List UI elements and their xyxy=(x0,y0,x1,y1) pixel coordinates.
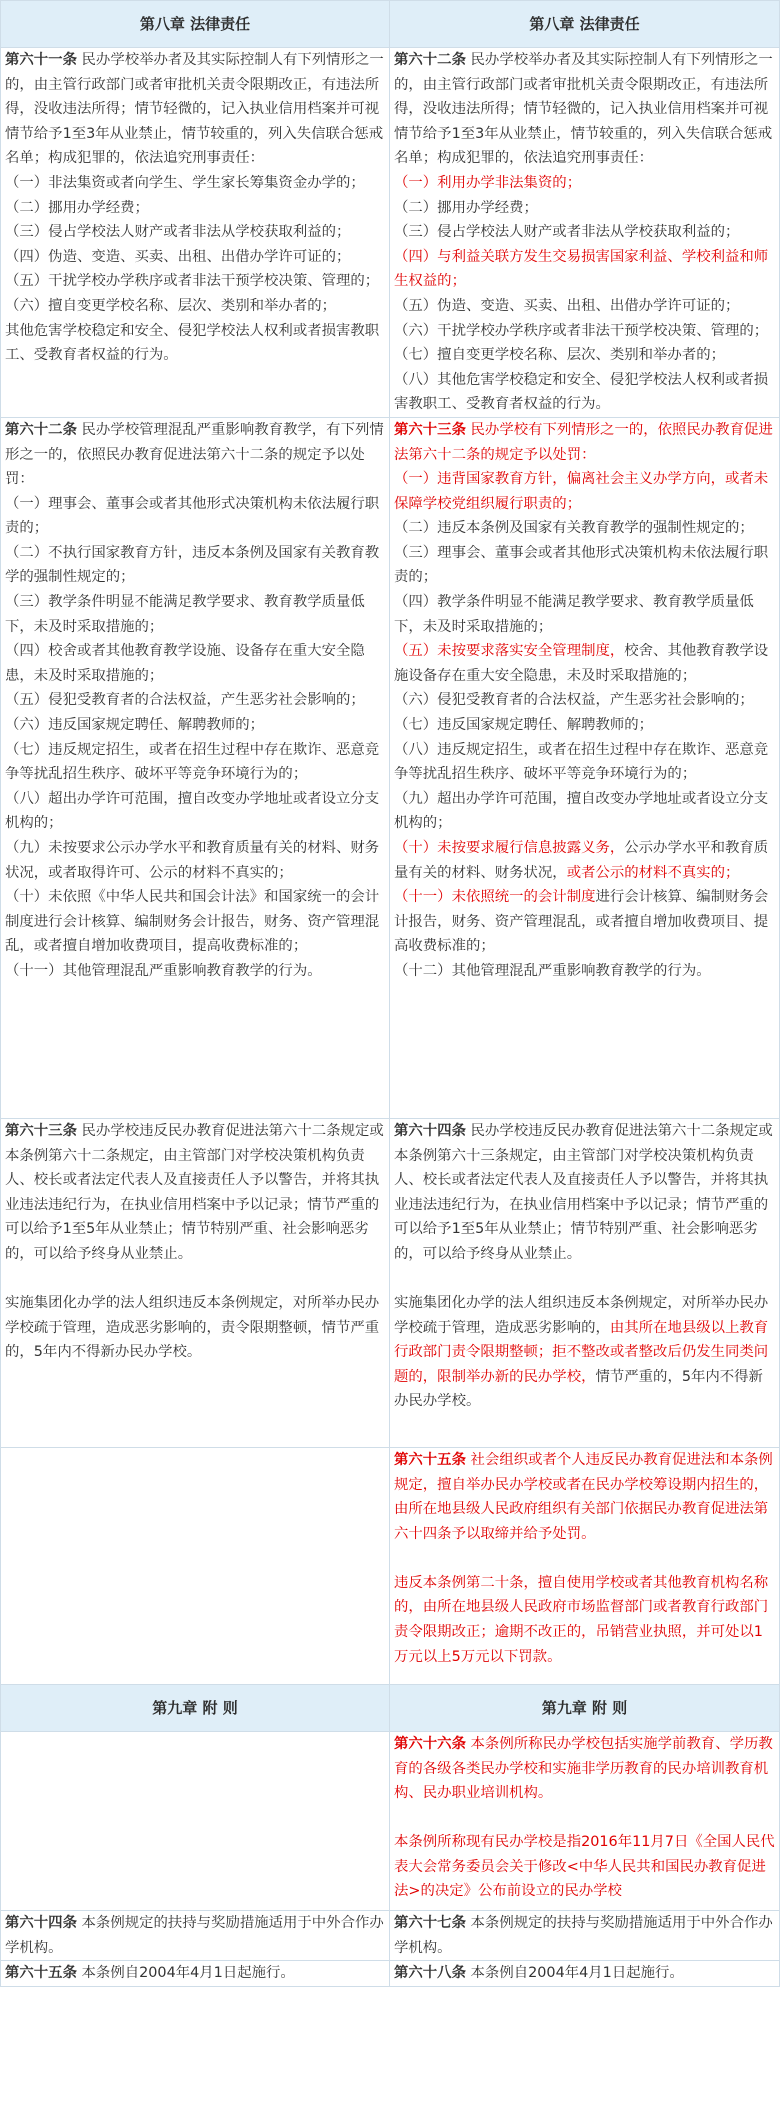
article-number: 第六十二条 xyxy=(394,52,466,68)
article-row xyxy=(1,48,780,418)
article-number: 第六十一条 xyxy=(5,52,77,68)
list-item: （六）干扰学校办学秩序或者非法干预学校决策、管理的； xyxy=(394,322,769,339)
article-paragraph: 第六十一条 民办学校举办者及其实际控制人有下列情形之一的，由主管行政部门或者审批机关责令限期改正，有违法所得，没收违法所得；情节轻微的，记入执业信用档案并可视情节给予1至3年从业禁止，情节较重的，列入失信联合惩戒名单；构成犯罪的，依法追究刑事责任： xyxy=(5,52,384,167)
list-item: （四）教学条件明显不能满足教学要求、教育教学质量低下，未及时采取措施的； xyxy=(394,594,754,635)
list-item: 其他危害学校稳定和安全、侵犯学校法人权利或者损害教职工、受教育者权益的行为。 xyxy=(5,322,380,364)
list-item-changed: （一）违背国家教育方针，偏离社会主义办学方向，或者未保障学校党组织履行职责的； xyxy=(394,471,769,512)
old-empty-cell xyxy=(1,1731,390,1910)
list-item: （二）不执行国家教育方针，违反本条例及国家有关教育教学的强制性规定的； xyxy=(5,544,380,586)
chapter-8-header-row xyxy=(1,1,780,48)
list-item: （十一）其他管理混乱严重影响教育教学的行为。 xyxy=(5,962,322,979)
article-number: 第六十五条 xyxy=(5,1965,77,1982)
article-paragraph: 第六十七条 本条例规定的扶持与奖励措施适用于中外合作办学机构。 xyxy=(394,1914,773,1956)
article-number: 第六十三条 xyxy=(5,1122,77,1139)
list-item: （八）其他危害学校稳定和安全、侵犯学校法人权利或者损害教职工、受教育者权益的行为。 xyxy=(394,371,769,413)
article-paragraph: 第六十三条 民办学校违反民办教育促进法第六十二条规定或本条例第六十二条规定，由主管部门对学校决策机构负责人、校长或者法定代表人及直接责任人予以警告，并将其执业违法违纪行为，在执业信用档案中予以记录；情节严重的可以给予1至5年从业禁止；情节特别严重、社会影响恶劣的，可以给予终身从业禁止。 xyxy=(5,1122,384,1262)
new-article-66 xyxy=(390,1731,780,1910)
list-item: （十）未按要求履行信息披露义务，公示办学水平和教育质量有关的材料、财务状况，或者公示的材料不真实的； xyxy=(394,840,769,881)
article-paragraph: 实施集团化办学的法人组织违反本条例规定，对所举办民办学校疏于管理，造成恶劣影响的，由其所在地县级以上教育行政部门责令限期整顿；拒不整改或者整改后仍发生同类问题的，限制举办新的民办学校，情节严重的，5年内不得新办民办学校。 xyxy=(394,1295,769,1410)
new-article-63 xyxy=(390,417,780,1118)
article-number: 第六十二条 xyxy=(5,421,77,438)
list-item: （五）干扰学校办学秩序或者非法干预学校决策、管理的； xyxy=(5,273,380,290)
old-article-62 xyxy=(1,417,390,1118)
chapter-8-new-title: 第八章 法律责任 xyxy=(390,1,780,48)
article-row xyxy=(1,1731,780,1910)
list-item: （六）违反国家规定聘任、解聘教师的； xyxy=(5,717,265,734)
list-item: （八）违反规定招生，或者在招生过程中存在欺诈、恶意竞争等扰乱招生秩序、破坏平等竞争环境行为的； xyxy=(394,741,769,783)
new-article-65 xyxy=(390,1447,780,1684)
article-paragraph: 实施集团化办学的法人组织违反本条例规定，对所举办民办学校疏于管理，造成恶劣影响的，责令限期整顿，情节严重的，5年内不得新办民办学校。 xyxy=(5,1295,380,1361)
article-paragraph: 第六十八条 本条例自2004年4月1日起施行。 xyxy=(394,1965,684,1982)
article-paragraph: 第六十三条 民办学校有下列情形之一的，依照民办教育促进法第六十二条的规定予以处罚： xyxy=(394,421,773,463)
list-item-changed: （四）与利益关联方发生交易损害国家利益、学校利益和师生权益的； xyxy=(394,248,769,290)
article-row xyxy=(1,417,780,1118)
article-paragraph: 第六十六条 本条例所称民办学校包括实施学前教育、学历教育的各级各类民办学校和实施非学历教育的民办培训教育机构、民办职业培训机构。 xyxy=(394,1735,773,1802)
article-number: 第六十六条 xyxy=(394,1735,466,1752)
list-item: （十一）未依照统一的会计制度进行会计核算、编制财务会计报告，财务、资产管理混乱，或者擅自增加收费项目、提高收费标准的； xyxy=(394,889,769,955)
article-row xyxy=(1,1910,780,1960)
old-article-63 xyxy=(1,1118,390,1447)
list-item: （十二）其他管理混乱严重影响教育教学的行为。 xyxy=(394,962,711,979)
article-row xyxy=(1,1961,780,1987)
list-item: （三）理事会、董事会或者其他形式决策机构未依法履行职责的； xyxy=(394,544,769,586)
article-paragraph: 第六十二条 民办学校举办者及其实际控制人有下列情形之一的，由主管行政部门或者审批机关责令限期改正，有违法所得，没收违法所得；情节轻微的，记入执业信用档案并可视情节给予1至3年从业禁止，情节较重的，列入失信联合惩戒名单；构成犯罪的，依法追究刑事责任： xyxy=(394,52,773,167)
article-paragraph: 第六十四条 民办学校违反民办教育促进法第六十二条规定或本条例第六十三条规定，由主管部门对学校决策机构负责人、校长或者法定代表人及直接责任人予以警告，并将其执业违法违纪行为，在执业信用档案中予以记录；情节严重的可以给予1至5年从业禁止；情节特别严重、社会影响恶劣的，可以给予终身从业禁止。 xyxy=(394,1122,773,1262)
list-item: （六）侵犯受教育者的合法权益，产生恶劣社会影响的； xyxy=(394,692,754,709)
article-number: 第六十八条 xyxy=(394,1965,466,1982)
new-article-62 xyxy=(390,48,780,418)
article-number: 第六十七条 xyxy=(394,1914,466,1931)
list-item: （九）未按要求公示办学水平和教育质量有关的材料、财务状况，或者取得许可、公示的材料不真实的； xyxy=(5,840,380,881)
article-number: 第六十五条 xyxy=(394,1451,466,1468)
article-paragraph: 本条例所称现有民办学校是指2016年11月7日《全国人民代表大会常务委员会关于修改<中华人民共和国民办教育促进法>的决定》公布前设立的民办学校 xyxy=(394,1834,775,1900)
old-article-61 xyxy=(1,48,390,418)
list-item: （一）理事会、董事会或者其他形式决策机构未依法履行职责的； xyxy=(5,495,380,537)
list-item: （五）侵犯受教育者的合法权益，产生恶劣社会影响的； xyxy=(5,692,365,709)
new-article-67 xyxy=(390,1910,780,1960)
list-item: （七）违反国家规定聘任、解聘教师的； xyxy=(394,717,654,734)
chapter-8-old-title: 第八章 法律责任 xyxy=(1,1,390,48)
article-paragraph: 第六十五条 社会组织或者个人违反民办教育促进法和本条例规定，擅自举办民办学校或者在民办学校筹设期内招生的，由所在地县级人民政府组织有关部门依据民办教育促进法第六十四条予以取缔并给予处罚。 xyxy=(394,1451,773,1542)
article-row xyxy=(1,1447,780,1684)
list-item: （二）违反本条例及国家有关教育教学的强制性规定的； xyxy=(394,520,754,537)
list-item: （四）伪造、变造、买卖、出租、出借办学许可证的； xyxy=(5,248,351,265)
list-item: （三）侵占学校法人财产或者非法从学校获取利益的； xyxy=(5,224,351,241)
new-article-64 xyxy=(390,1118,780,1447)
list-item: （四）校舍或者其他教育教学设施、设备存在重大安全隐患，未及时采取措施的； xyxy=(5,643,365,684)
old-article-64 xyxy=(1,1910,390,1960)
list-item: （十）未依照《中华人民共和国会计法》和国家统一的会计制度进行会计核算、编制财务会计报告，财务、资产管理混乱，或者擅自增加收费项目，提高收费标准的； xyxy=(5,889,380,955)
list-item: （九）超出办学许可范围，擅自改变办学地址或者设立分支机构的； xyxy=(394,790,769,832)
list-item: （一）非法集资或者向学生、学生家长筹集资金办学的； xyxy=(5,174,365,191)
chapter-9-header-row xyxy=(1,1684,780,1731)
old-article-65 xyxy=(1,1961,390,1987)
list-item-changed: （一）利用办学非法集资的； xyxy=(394,174,582,191)
list-item: （三）侵占学校法人财产或者非法从学校获取利益的； xyxy=(394,224,740,241)
list-item: （五）未按要求落实安全管理制度，校舍、其他教育教学设施设备存在重大安全隐患，未及时采取措施的； xyxy=(394,643,769,684)
chapter-9-old-title: 第九章 附 则 xyxy=(1,1684,390,1731)
list-item: （二）挪用办学经费； xyxy=(394,199,538,216)
list-item: （五）伪造、变造、买卖、出租、出借办学许可证的； xyxy=(394,297,740,314)
list-item: （三）教学条件明显不能满足教学要求、教育教学质量低下，未及时采取措施的； xyxy=(5,594,365,635)
list-item: （七）擅自变更学校名称、层次、类别和举办者的； xyxy=(394,347,725,364)
article-paragraph: 第六十二条 民办学校管理混乱严重影响教育教学，有下列情形之一的，依照民办教育促进法第六十二条的规定予以处罚： xyxy=(5,421,384,488)
new-article-68 xyxy=(390,1961,780,1987)
chapter-9-new-title: 第九章 附 则 xyxy=(390,1684,780,1731)
article-number: 第六十四条 xyxy=(394,1122,466,1139)
article-number: 第六十四条 xyxy=(5,1914,77,1931)
article-paragraph: 违反本条例第二十条，擅自使用学校或者其他教育机构名称的，由所在地县级人民政府市场监督部门或者教育行政部门责令限期改正；逾期不改正的，吊销营业执照，并可处以1万元以上5万元以下罚款。 xyxy=(394,1574,769,1665)
list-item: （七）违反规定招生，或者在招生过程中存在欺诈、恶意竞争等扰乱招生秩序、破坏平等竞争环境行为的； xyxy=(5,741,380,783)
list-item: （八）超出办学许可范围，擅自改变办学地址或者设立分支机构的； xyxy=(5,790,380,832)
old-empty-cell xyxy=(1,1447,390,1684)
article-row xyxy=(1,1118,780,1447)
article-paragraph: 第六十五条 本条例自2004年4月1日起施行。 xyxy=(5,1965,295,1982)
list-item: （二）挪用办学经费； xyxy=(5,199,149,216)
article-number: 第六十三条 xyxy=(394,421,466,438)
list-item: （六）擅自变更学校名称、层次、类别和举办者的； xyxy=(5,297,336,314)
article-paragraph: 第六十四条 本条例规定的扶持与奖励措施适用于中外合作办学机构。 xyxy=(5,1914,384,1956)
